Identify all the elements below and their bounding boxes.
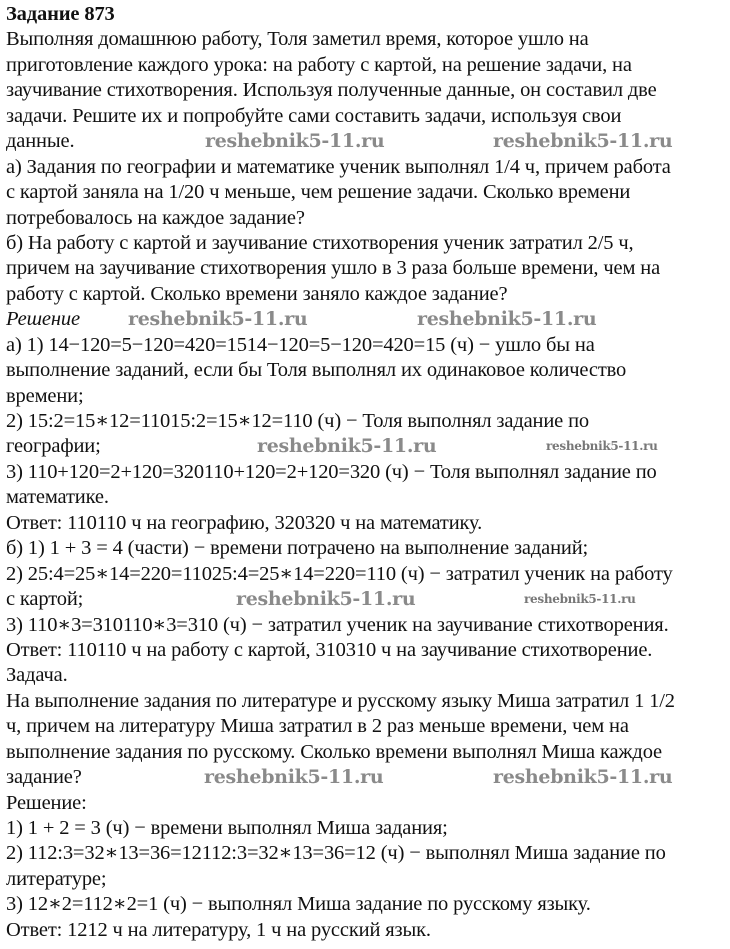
text-line-row [6, 384, 728, 409]
watermark: reshebnik5-11.ru [524, 592, 636, 607]
text-line: 3) 110∗3=310110∗3=310 (ч) − затратил ученик на заучивание стихотворения. [6, 613, 669, 636]
text-line: задание? [6, 766, 82, 789]
text-line: литературе; [6, 867, 107, 890]
text-line: географии; [6, 435, 101, 458]
solution-heading-line [6, 307, 728, 332]
text-line: математике. [6, 486, 109, 509]
text-line: На выполнение задания по литературе и русскому языку Миша затратил 1 1/2 [6, 689, 675, 712]
text-line: с картой; [6, 588, 84, 611]
text-line: потребовалось на каждое задание? [6, 206, 305, 229]
text-line: данные. [6, 130, 75, 153]
text-line-row [6, 409, 728, 434]
text-line-row [6, 206, 728, 231]
text-line-row [6, 892, 728, 917]
text-line: Задача. [6, 664, 68, 687]
text-line-row [6, 791, 728, 816]
watermark: reshebnik5-11.ru [128, 308, 308, 331]
text-line-row [6, 867, 728, 892]
text-line: причем на заучивание стихотворения ушло в 3 раза больше времени, чем на [6, 257, 661, 280]
task-title: Задание 873 [6, 3, 115, 25]
text-line-row [6, 434, 728, 459]
text-line: 1) 1 + 2 = 3 (ч) − времени выполнял Миша задания; [6, 817, 448, 839]
text-line: выполнение заданий, если бы Толя выполнял их одинаковое количество [6, 359, 627, 382]
text-line: заучивание стихотворения. Используя полученные данные, он составил две [6, 79, 657, 102]
text-line: а) 1) 14−120=5−120=420=1514−120=5−120=420=15 (ч) − ушло бы на [6, 333, 595, 356]
text-line-row [6, 841, 728, 866]
text-line: а) Задания по географии и математике ученик выполнял 1/4 ч, причем работа [6, 155, 671, 178]
text-line-row [6, 689, 728, 714]
text-line-row [6, 78, 728, 103]
text-line-row [6, 358, 728, 383]
text-line: Выполняя домашнюю работу, Толя заметил время, которое ушло на [6, 28, 589, 51]
text-line-row [6, 180, 728, 205]
watermark: reshebnik5-11.ru [257, 435, 437, 458]
text-line: выполнение задания по русскому. Сколько времени выполнял Миша каждое [6, 740, 663, 763]
text-line: времени; [6, 384, 84, 407]
text-line-row [6, 663, 728, 688]
watermark: reshebnik5-11.ru [546, 439, 658, 454]
text-line: Решение: [6, 791, 87, 814]
text-line-row [6, 155, 728, 180]
text-line: работу с картой. Сколько времени заняло каждое задание? [6, 282, 508, 305]
text-line: 3) 12∗2=112∗2=1 (ч) − выполнял Миша задание по русскому языку. [6, 893, 591, 916]
text-line: 3) 110+120=2+120=320110+120=2+120=320 (ч) − Толя выполнял задание по [6, 460, 657, 483]
text-line-row [6, 714, 728, 739]
text-line: б) На работу с картой и заучивание стихотворения ученик затратил 2/5 ч, [6, 231, 634, 254]
watermark: reshebnik5-11.ru [205, 130, 385, 153]
text-line-row [6, 460, 728, 485]
text-line-row [6, 562, 728, 587]
text-line-row [6, 511, 728, 536]
text-line-row [6, 27, 728, 52]
text-line: 2) 112:3=32∗13=36=12112:3=32∗13=36=12 (ч) − выполнял Миша задание по [6, 842, 666, 865]
text-line: б) 1) 1 + 3 = 4 (части) − времени потрачено на выполнение заданий; [6, 537, 589, 560]
text-line: ч, причем на литературу Миша затратил в 2 раз меньше времени, чем на [6, 715, 629, 738]
text-line-row [6, 638, 728, 663]
text-line: 2) 25:4=25∗14=220=11025:4=25∗14=220=110 (ч) − затратил ученик на работу [6, 562, 673, 585]
text-line: приготовление каждого урока: на работу с картой, на решение задачи, на [6, 53, 632, 76]
watermark: reshebnik5-11.ru [493, 766, 673, 789]
text-line-row [6, 256, 728, 281]
text-line-row [6, 53, 728, 78]
text-line-row [6, 587, 728, 612]
text-line-row [6, 129, 728, 154]
watermark: reshebnik5-11.ru [493, 130, 673, 153]
text-line-row [6, 613, 728, 638]
text-line: с картой заняла на 1/20 ч меньше, чем решение задачи. Сколько времени [6, 181, 631, 204]
text-line-row [6, 918, 728, 943]
text-line: Ответ: 110110 ч на географию, 320320 ч на математику. [6, 511, 483, 534]
text-line: Ответ: 110110 ч на работу с картой, 310310 ч на заучивание стихотворение. [6, 638, 653, 661]
text-line-row [6, 104, 728, 129]
watermark: reshebnik5-11.ru [417, 308, 597, 331]
text-line-row [6, 816, 728, 841]
watermark: reshebnik5-11.ru [204, 766, 384, 789]
text-line: Ответ: 1212 ч на литературу, 1 ч на русский язык. [6, 918, 431, 941]
text-line-row [6, 231, 728, 256]
text-line-row [6, 333, 728, 358]
text-line-row [6, 485, 728, 510]
text-line: задачи. Решите их и попробуйте сами составить задачи, используя свои [6, 104, 622, 127]
text-line: 2) 15:2=15∗12=11015:2=15∗12=110 (ч) − Толя выполнял задание по [6, 410, 590, 432]
text-line-row [6, 282, 728, 307]
watermark: reshebnik5-11.ru [236, 588, 416, 611]
text-line-row [6, 536, 728, 561]
text-line-row [6, 765, 728, 790]
text-line-row [6, 740, 728, 765]
solution-heading: Решение [6, 308, 80, 331]
document-body [6, 2, 728, 943]
